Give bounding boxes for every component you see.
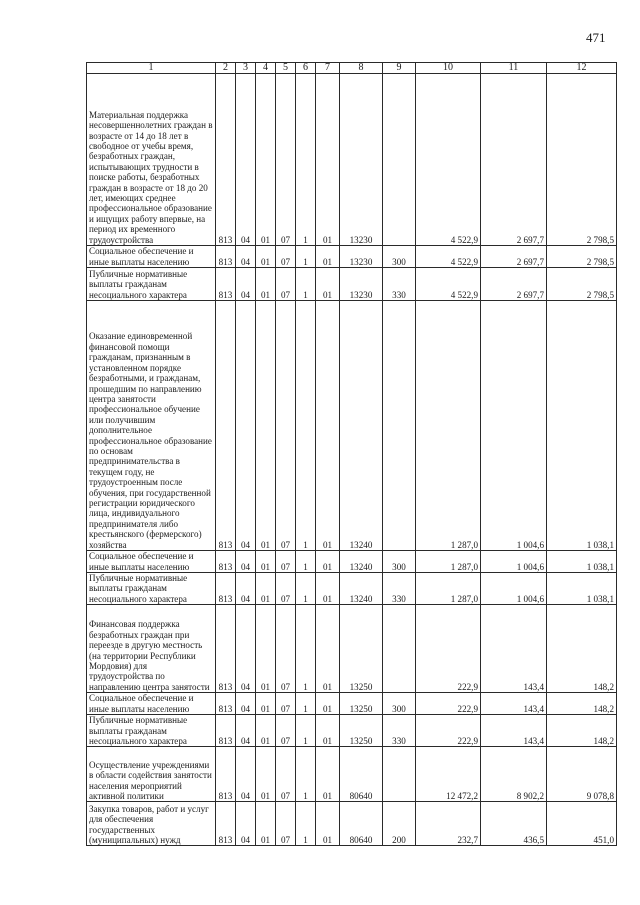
table-row xyxy=(87,693,617,715)
code-cell: 1 xyxy=(296,74,316,246)
code-cell: 330 xyxy=(383,715,416,747)
code-cell: 04 xyxy=(236,802,256,846)
code-cell: 07 xyxy=(276,301,296,551)
code-cell: 1 xyxy=(296,693,316,715)
column-header: 1 xyxy=(87,63,216,74)
table-row xyxy=(87,301,617,551)
row-name-cell: Публичные нормативные выплаты гражданам несоциального характера xyxy=(87,268,216,301)
code-cell: 04 xyxy=(236,74,256,246)
code-cell: 04 xyxy=(236,605,256,693)
code-cell: 07 xyxy=(276,74,296,246)
amount-cell: 222,9 xyxy=(416,715,481,747)
code-cell: 01 xyxy=(316,301,340,551)
code-cell: 1 xyxy=(296,551,316,573)
amount-cell: 1 287,0 xyxy=(416,551,481,573)
code-cell: 300 xyxy=(383,246,416,268)
code-cell: 13240 xyxy=(340,573,383,605)
code-cell: 1 xyxy=(296,246,316,268)
row-name-cell: Социальное обеспечение и иные выплаты населению xyxy=(87,246,216,268)
code-cell: 813 xyxy=(216,301,236,551)
code-cell: 01 xyxy=(256,747,276,802)
code-cell: 300 xyxy=(383,551,416,573)
code-cell: 13230 xyxy=(340,74,383,246)
code-cell: 813 xyxy=(216,268,236,301)
code-cell: 300 xyxy=(383,693,416,715)
code-cell: 813 xyxy=(216,74,236,246)
code-cell: 01 xyxy=(256,301,276,551)
code-cell: 13230 xyxy=(340,246,383,268)
code-cell: 07 xyxy=(276,693,296,715)
code-cell: 330 xyxy=(383,268,416,301)
amount-cell: 1 287,0 xyxy=(416,301,481,551)
code-cell: 1 xyxy=(296,802,316,846)
amount-cell: 451,0 xyxy=(547,802,617,846)
table-row xyxy=(87,551,617,573)
code-cell: 813 xyxy=(216,747,236,802)
code-cell: 01 xyxy=(256,74,276,246)
code-cell: 07 xyxy=(276,246,296,268)
column-header: 4 xyxy=(256,63,276,74)
table-row xyxy=(87,802,617,846)
code-cell: 07 xyxy=(276,551,296,573)
code-cell xyxy=(383,747,416,802)
code-cell: 04 xyxy=(236,551,256,573)
amount-cell: 143,4 xyxy=(481,715,547,747)
code-cell: 04 xyxy=(236,301,256,551)
row-name-cell: Оказание единовременной финансовой помощи гражданам, признанным в установленном порядке безработными, и гражданам, прошедшим по направлению центра занятости профессиональное обучение или получившим дополнительное профессиональное образование по основам предпринимательства в текущем году, не трудоустроенным после обучения, при государственной регистрации юридического лица, индивидуального предпринимателя либо крестьянского (фермерского) хозяйства xyxy=(87,301,216,551)
amount-cell: 222,9 xyxy=(416,605,481,693)
code-cell: 813 xyxy=(216,246,236,268)
code-cell: 80640 xyxy=(340,747,383,802)
amount-cell: 1 038,1 xyxy=(547,573,617,605)
budget-table xyxy=(86,62,617,846)
code-cell: 80640 xyxy=(340,802,383,846)
code-cell: 1 xyxy=(296,268,316,301)
table-row xyxy=(87,573,617,605)
amount-cell: 143,4 xyxy=(481,605,547,693)
column-header: 6 xyxy=(296,63,316,74)
amount-cell: 2 697,7 xyxy=(481,268,547,301)
code-cell: 13250 xyxy=(340,693,383,715)
column-header: 8 xyxy=(340,63,383,74)
row-name-cell: Социальное обеспечение и иные выплаты населению xyxy=(87,693,216,715)
row-name-cell: Финансовая поддержка безработных граждан при переезде в другую местность (на территории Республики Мордовия) для трудоустройства по направлению центра занятости xyxy=(87,605,216,693)
code-cell: 1 xyxy=(296,747,316,802)
table-row xyxy=(87,246,617,268)
amount-cell: 2 798,5 xyxy=(547,246,617,268)
amount-cell: 2 798,5 xyxy=(547,74,617,246)
amount-cell: 1 004,6 xyxy=(481,551,547,573)
code-cell: 04 xyxy=(236,246,256,268)
column-header: 7 xyxy=(316,63,340,74)
amount-cell: 12 472,2 xyxy=(416,747,481,802)
table-row xyxy=(87,268,617,301)
code-cell: 13240 xyxy=(340,551,383,573)
code-cell: 1 xyxy=(296,605,316,693)
row-name-cell: Материальная поддержка несовершеннолетних граждан в возрасте от 14 до 18 лет в свободное от учебы время, безработных граждан, испытывающих трудности в поиске работы, безработных граждан в возрасте от 18 до 20 лет, имеющих среднее профессиональное образование и ищущих работу впервые, на период их временного трудоустройства xyxy=(87,74,216,246)
column-header: 2 xyxy=(216,63,236,74)
code-cell: 07 xyxy=(276,268,296,301)
code-cell: 04 xyxy=(236,715,256,747)
code-cell: 01 xyxy=(256,605,276,693)
table-row xyxy=(87,605,617,693)
column-header: 3 xyxy=(236,63,256,74)
table-row xyxy=(87,74,617,246)
amount-cell: 148,2 xyxy=(547,693,617,715)
code-cell: 07 xyxy=(276,573,296,605)
code-cell: 01 xyxy=(316,268,340,301)
code-cell: 01 xyxy=(316,605,340,693)
code-cell: 13250 xyxy=(340,715,383,747)
amount-cell: 1 038,1 xyxy=(547,551,617,573)
column-header: 12 xyxy=(547,63,617,74)
code-cell: 01 xyxy=(316,747,340,802)
code-cell: 813 xyxy=(216,693,236,715)
code-cell: 01 xyxy=(316,74,340,246)
code-cell: 1 xyxy=(296,715,316,747)
code-cell: 01 xyxy=(316,715,340,747)
row-name-cell: Публичные нормативные выплаты гражданам несоциального характера xyxy=(87,715,216,747)
amount-cell: 1 004,6 xyxy=(481,301,547,551)
row-name-cell: Публичные нормативные выплаты гражданам несоциального характера xyxy=(87,573,216,605)
code-cell: 04 xyxy=(236,573,256,605)
amount-cell: 222,9 xyxy=(416,693,481,715)
code-cell: 200 xyxy=(383,802,416,846)
code-cell: 01 xyxy=(316,573,340,605)
code-cell: 13230 xyxy=(340,268,383,301)
amount-cell: 4 522,9 xyxy=(416,74,481,246)
amount-cell: 4 522,9 xyxy=(416,246,481,268)
column-header: 10 xyxy=(416,63,481,74)
code-cell: 1 xyxy=(296,301,316,551)
amount-cell: 2 697,7 xyxy=(481,74,547,246)
code-cell: 813 xyxy=(216,715,236,747)
table-header-row xyxy=(87,63,617,74)
code-cell: 330 xyxy=(383,573,416,605)
code-cell: 01 xyxy=(256,715,276,747)
column-header: 11 xyxy=(481,63,547,74)
page-number: 471 xyxy=(586,30,606,45)
amount-cell: 1 287,0 xyxy=(416,573,481,605)
code-cell: 01 xyxy=(256,246,276,268)
row-name-cell: Осуществление учреждениями в области содействия занятости населения мероприятий активной политики xyxy=(87,747,216,802)
code-cell: 04 xyxy=(236,747,256,802)
code-cell: 13250 xyxy=(340,605,383,693)
code-cell: 813 xyxy=(216,802,236,846)
code-cell xyxy=(383,74,416,246)
table-row xyxy=(87,747,617,802)
code-cell: 01 xyxy=(256,268,276,301)
amount-cell: 148,2 xyxy=(547,605,617,693)
code-cell: 01 xyxy=(256,802,276,846)
amount-cell: 2 798,5 xyxy=(547,268,617,301)
amount-cell: 2 697,7 xyxy=(481,246,547,268)
amount-cell: 148,2 xyxy=(547,715,617,747)
amount-cell: 232,7 xyxy=(416,802,481,846)
code-cell: 1 xyxy=(296,573,316,605)
amount-cell: 4 522,9 xyxy=(416,268,481,301)
code-cell: 07 xyxy=(276,715,296,747)
code-cell: 01 xyxy=(256,693,276,715)
amount-cell: 436,5 xyxy=(481,802,547,846)
code-cell: 07 xyxy=(276,605,296,693)
code-cell xyxy=(383,605,416,693)
code-cell: 01 xyxy=(256,573,276,605)
code-cell: 13240 xyxy=(340,301,383,551)
code-cell: 04 xyxy=(236,693,256,715)
code-cell: 813 xyxy=(216,551,236,573)
amount-cell: 8 902,2 xyxy=(481,747,547,802)
code-cell xyxy=(383,301,416,551)
row-name-cell: Закупка товаров, работ и услуг для обеспечения государственных (муниципальных) нужд xyxy=(87,802,216,846)
code-cell: 01 xyxy=(256,551,276,573)
column-header: 9 xyxy=(383,63,416,74)
code-cell: 01 xyxy=(316,693,340,715)
code-cell: 07 xyxy=(276,747,296,802)
amount-cell: 1 004,6 xyxy=(481,573,547,605)
column-header: 5 xyxy=(276,63,296,74)
amount-cell: 143,4 xyxy=(481,693,547,715)
code-cell: 01 xyxy=(316,802,340,846)
code-cell: 813 xyxy=(216,573,236,605)
code-cell: 813 xyxy=(216,605,236,693)
amount-cell: 1 038,1 xyxy=(547,301,617,551)
code-cell: 01 xyxy=(316,551,340,573)
row-name-cell: Социальное обеспечение и иные выплаты населению xyxy=(87,551,216,573)
amount-cell: 9 078,8 xyxy=(547,747,617,802)
table-row xyxy=(87,715,617,747)
code-cell: 07 xyxy=(276,802,296,846)
code-cell: 01 xyxy=(316,246,340,268)
code-cell: 04 xyxy=(236,268,256,301)
